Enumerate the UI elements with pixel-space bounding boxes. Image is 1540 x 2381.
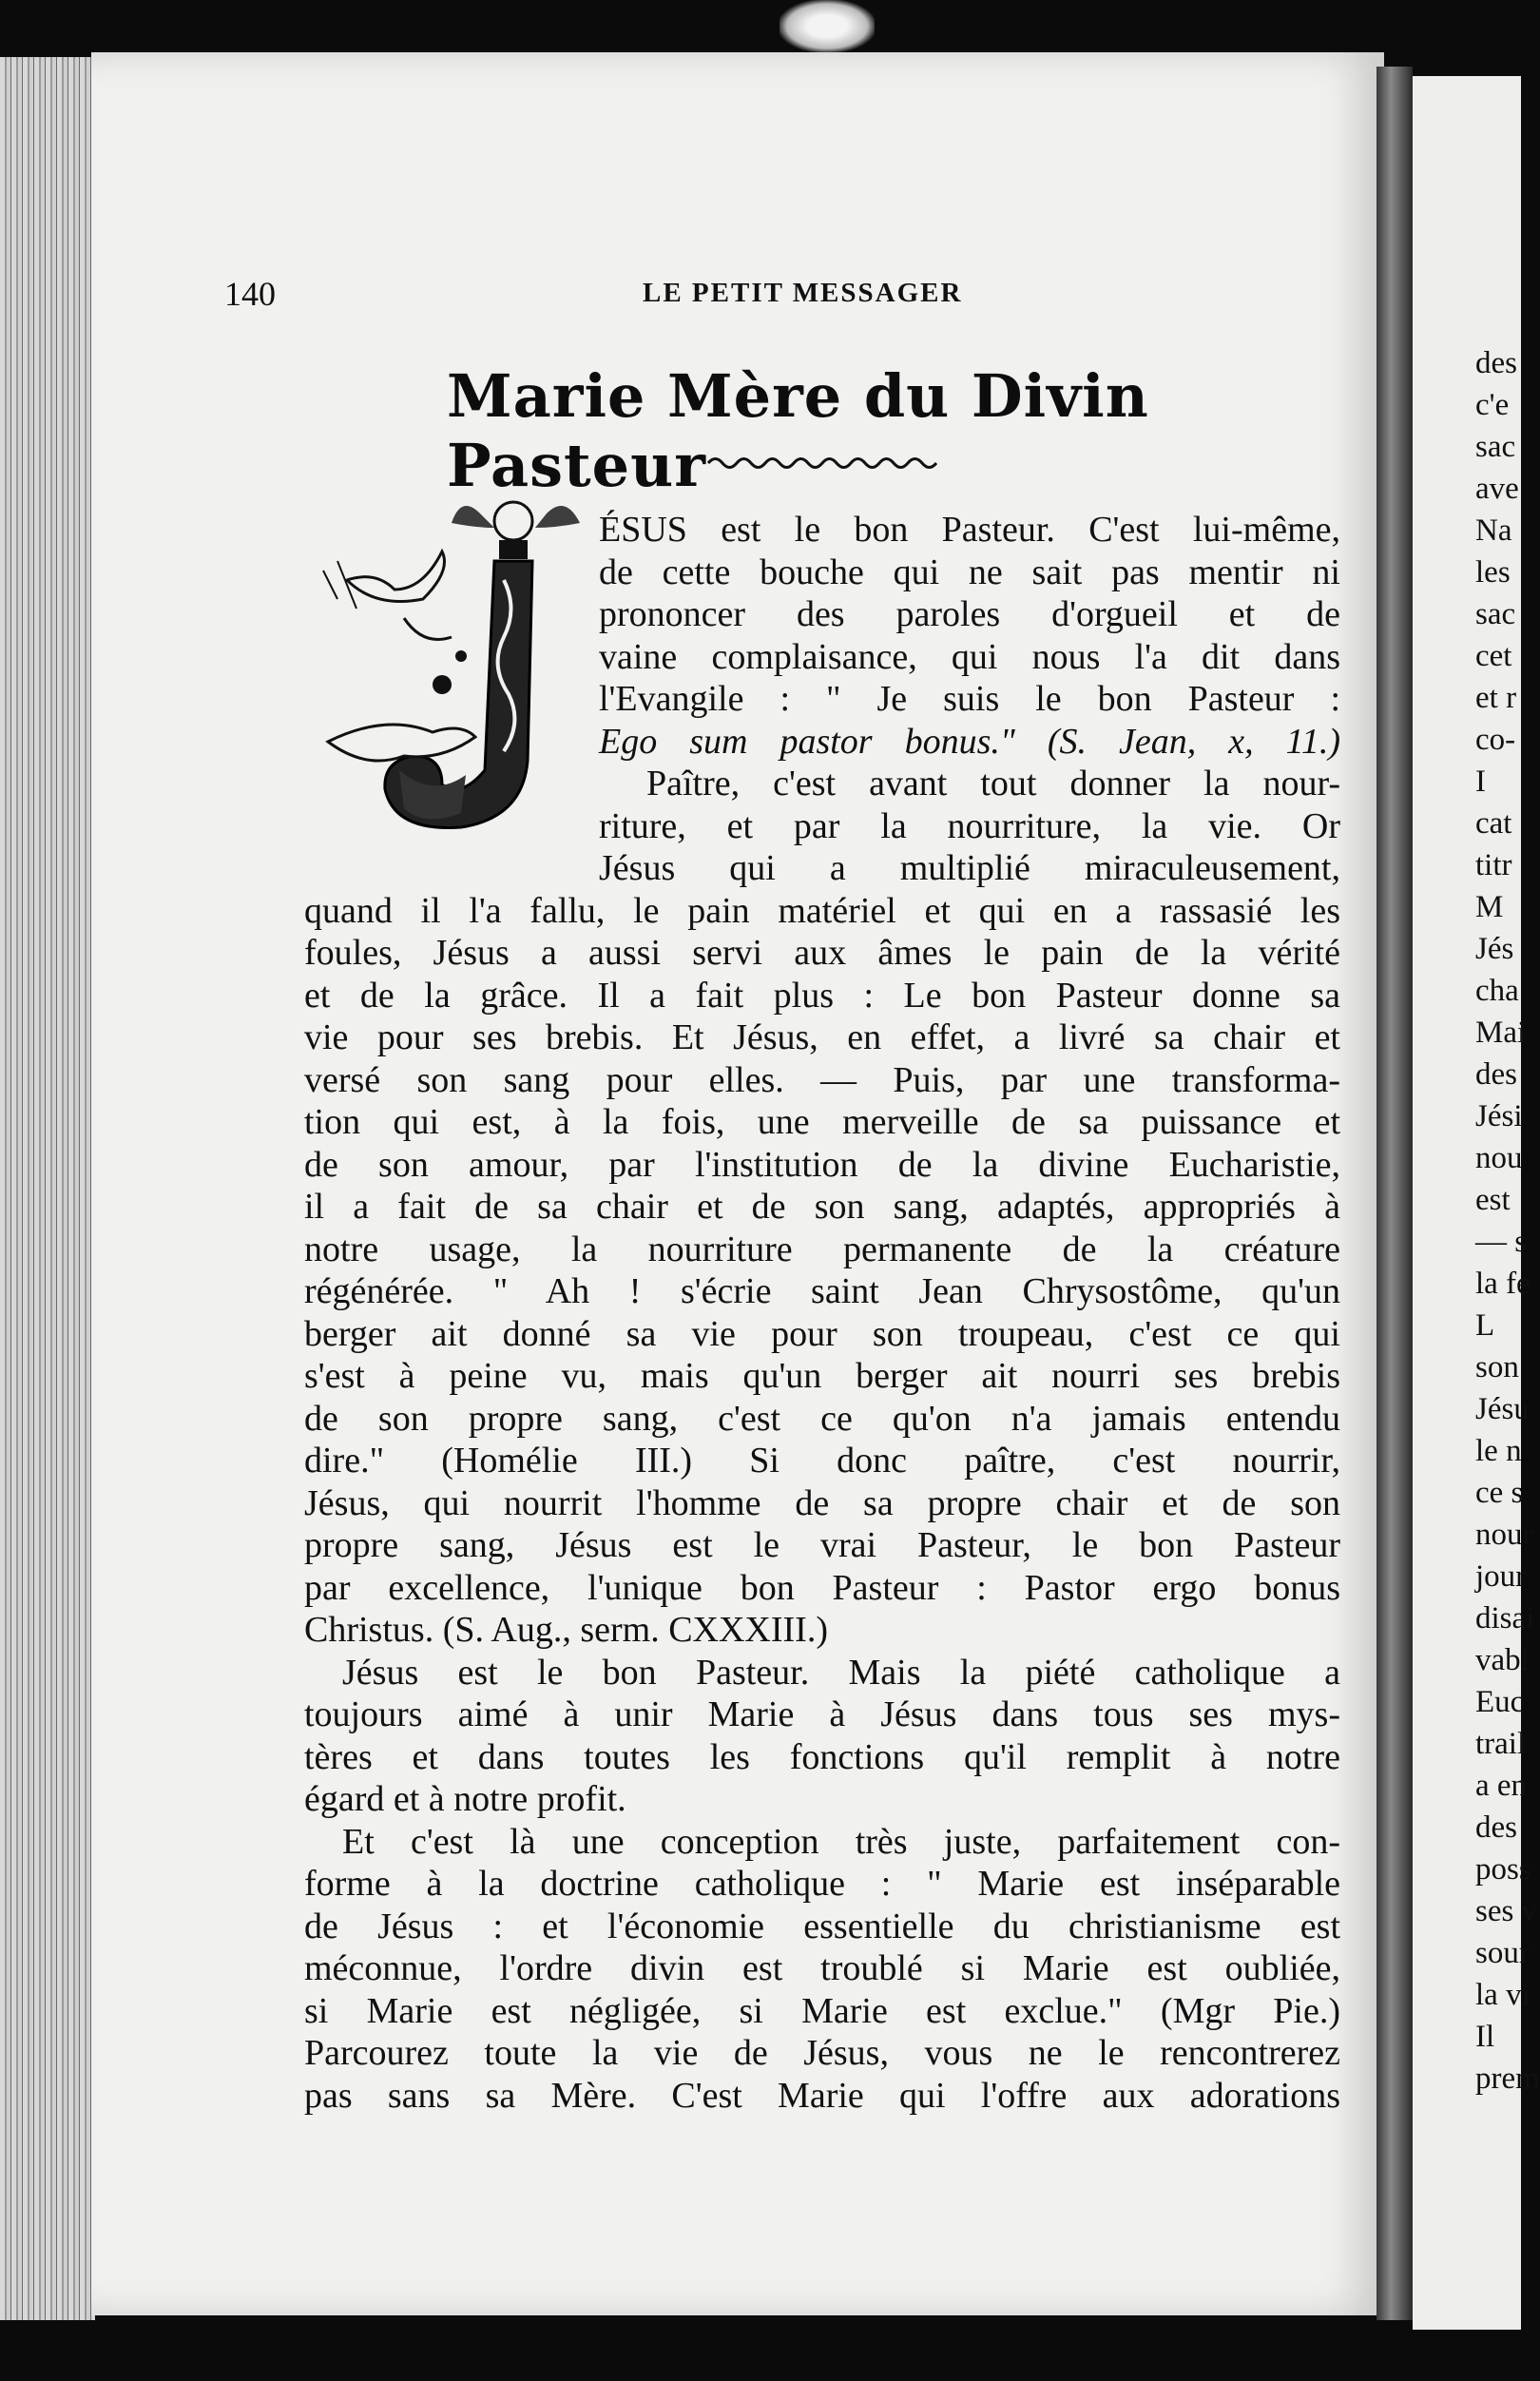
facing-page-line: des — [1475, 1057, 1517, 1092]
article-title: Marie Mère du Divin Pasteur — [447, 361, 1149, 500]
body-line: il a fait de sa chair et de son sang, adaptés, appropriés à — [304, 1187, 1340, 1227]
facing-page-line: les — [1475, 555, 1511, 590]
paper-blot — [780, 0, 875, 52]
facing-page-line: co- — [1475, 723, 1516, 757]
book-gutter — [1376, 67, 1413, 2320]
facing-page-line: Jésu — [1475, 1392, 1530, 1426]
body-line: versé son sang pour elles. — Puis, par une transforma- — [304, 1059, 1340, 1100]
facing-page-line: sac — [1475, 430, 1516, 464]
facing-page-line: la fe — [1475, 1267, 1530, 1301]
facing-page-line: des — [1475, 346, 1517, 380]
facing-page-line: Na — [1475, 513, 1512, 548]
facing-page-line: disai — [1475, 1601, 1535, 1636]
facing-page-line: sac — [1475, 597, 1516, 631]
wavy-rule-ornament — [708, 455, 936, 472]
facing-page-line: et r — [1475, 681, 1517, 715]
running-title: LE PETIT MESSAGER — [643, 278, 963, 308]
body-line: méconnue, l'ordre divin est troublé si Marie est oubliée, — [304, 1948, 1340, 1988]
facing-page — [1413, 76, 1540, 2330]
body-line: Et c'est là une conception très juste, parfaitement con- — [342, 1821, 1340, 1862]
facing-page-line: cat — [1475, 806, 1512, 841]
body-line: Jésus est le bon Pasteur. Mais la piété catholique a — [342, 1652, 1340, 1693]
body-line: toujours aimé à unir Marie à Jésus dans tous ses mys- — [304, 1694, 1340, 1734]
body-line: forme à la doctrine catholique : " Marie est inséparable — [304, 1864, 1340, 1904]
facing-page-line: son — [1475, 1350, 1519, 1384]
facing-page-line: nour — [1475, 1518, 1533, 1552]
page-header — [224, 274, 1346, 323]
body-line: de Jésus : et l'économie essentielle du christianisme est — [304, 1906, 1340, 1946]
body-line: Paître, c'est avant tout donner la nour- — [646, 764, 1340, 803]
body-line: Jésus qui a multiplié miraculeusement, — [599, 848, 1340, 888]
body-line: Ego sum pastor bonus." (S. Jean, x, 11.) — [599, 721, 1340, 762]
body-line: propre sang, Jésus est le vrai Pasteur, le bon Pasteur — [304, 1525, 1340, 1565]
article-body — [304, 509, 1340, 2117]
body-line: pas sans sa Mère. C'est Marie qui l'offre aux adorations — [304, 2075, 1340, 2116]
facing-page-line: jour — [1475, 1559, 1527, 1594]
facing-page-line: a en — [1475, 1769, 1528, 1803]
body-line: riture, et par la nourriture, la vie. Or — [599, 805, 1340, 846]
facing-page-line: — s — [1475, 1225, 1528, 1259]
body-line: berger ait donné sa vie pour son troupeau, c'est ce qui — [304, 1313, 1340, 1354]
facing-page-line: M — [1475, 890, 1504, 924]
facing-page-line: trail — [1475, 1727, 1527, 1761]
facing-page-line: Mai — [1475, 1016, 1527, 1050]
facing-page-line: ave — [1475, 472, 1519, 506]
facing-page-line: ses v — [1475, 1894, 1538, 1928]
facing-page-line: sour — [1475, 1936, 1530, 1970]
body-line: notre usage, la nourriture permanente de la créature — [304, 1229, 1340, 1269]
body-line: régénérée. " Ah ! s'écrie saint Jean Chrysostôme, qu'un — [304, 1271, 1340, 1311]
facing-page-line: ce s — [1475, 1476, 1524, 1510]
facing-page-line: Jési — [1475, 1099, 1523, 1133]
facing-page-line: L — [1475, 1308, 1495, 1343]
body-line: vaine complaisance, qui nous l'a dit dans — [599, 636, 1340, 677]
facing-page-line: Il — [1475, 2020, 1495, 2054]
facing-page-line: est — [1475, 1183, 1511, 1217]
facing-page-line: titr — [1475, 848, 1512, 882]
body-line: Parcourez toute la vie de Jésus, vous ne le rencontrerez — [304, 2033, 1340, 2073]
facing-page-line: Euc — [1475, 1685, 1525, 1719]
body-line: l'Evangile : " Je suis le bon Pasteur : — [599, 679, 1340, 719]
facing-page-line: cha — [1475, 974, 1519, 1008]
body-line: de cette bouche qui ne sait pas mentir ni — [599, 552, 1340, 592]
book-edge-pages — [0, 57, 95, 2320]
facing-page-line: le n — [1475, 1434, 1522, 1468]
body-line: quand il l'a fallu, le pain matériel et qui en a rassasié les — [304, 890, 1340, 931]
body-line: Jésus, qui nourrit l'homme de sa propre chair et de son — [304, 1482, 1340, 1523]
body-line: tion qui est, à la fois, une merveille de sa puissance et — [304, 1102, 1340, 1142]
body-line: prononcer des paroles d'orgueil et de — [599, 594, 1340, 634]
page-number: 140 — [224, 275, 276, 313]
facing-page-line: Jés — [1475, 932, 1514, 966]
facing-page-line: c'e — [1475, 388, 1510, 422]
body-line: égard et à notre profit. — [304, 1779, 626, 1819]
body-line: dire." (Homélie III.) Si donc paître, c'est nourrir, — [304, 1441, 1340, 1481]
facing-page-line: vabl — [1475, 1643, 1530, 1677]
facing-page-line: poss — [1475, 1852, 1531, 1887]
facing-page-line: la vi — [1475, 1978, 1530, 2012]
body-line: vie pour ses brebis. Et Jésus, en effet, a livré sa chair et — [304, 1017, 1340, 1057]
body-line: de son amour, par l'institution de la divine Eucharistie, — [304, 1144, 1340, 1185]
body-line: foules, Jésus a aussi servi aux âmes le pain de la vérité — [304, 933, 1340, 973]
body-line: si Marie est négligée, si Marie est exclue." (Mgr Pie.) — [304, 1990, 1340, 2031]
facing-page-text — [1413, 342, 1540, 2100]
facing-page-line: nou — [1475, 1141, 1523, 1175]
body-line: de son propre sang, c'est ce qu'on n'a jamais entendu — [304, 1398, 1340, 1439]
body-line: par excellence, l'unique bon Pasteur : Pastor ergo bonus — [304, 1567, 1340, 1608]
facing-page-line: I — [1475, 765, 1486, 799]
facing-page-line: prem — [1475, 2062, 1540, 2096]
body-line: et de la grâce. Il a fait plus : Le bon Pasteur donne sa — [304, 975, 1340, 1016]
body-line: Christus. (S. Aug., serm. CXXXIII.) — [304, 1610, 828, 1650]
facing-page-line: cet — [1475, 639, 1512, 673]
body-line: s'est à peine vu, mais qu'un berger ait nourri ses brebis — [304, 1356, 1340, 1396]
body-line: tères et dans toutes les fonctions qu'il remplit à notre — [304, 1736, 1340, 1777]
facing-page-line: des — [1475, 1810, 1517, 1845]
body-line: ÉSUS est le bon Pasteur. C'est lui-même, — [599, 510, 1340, 550]
